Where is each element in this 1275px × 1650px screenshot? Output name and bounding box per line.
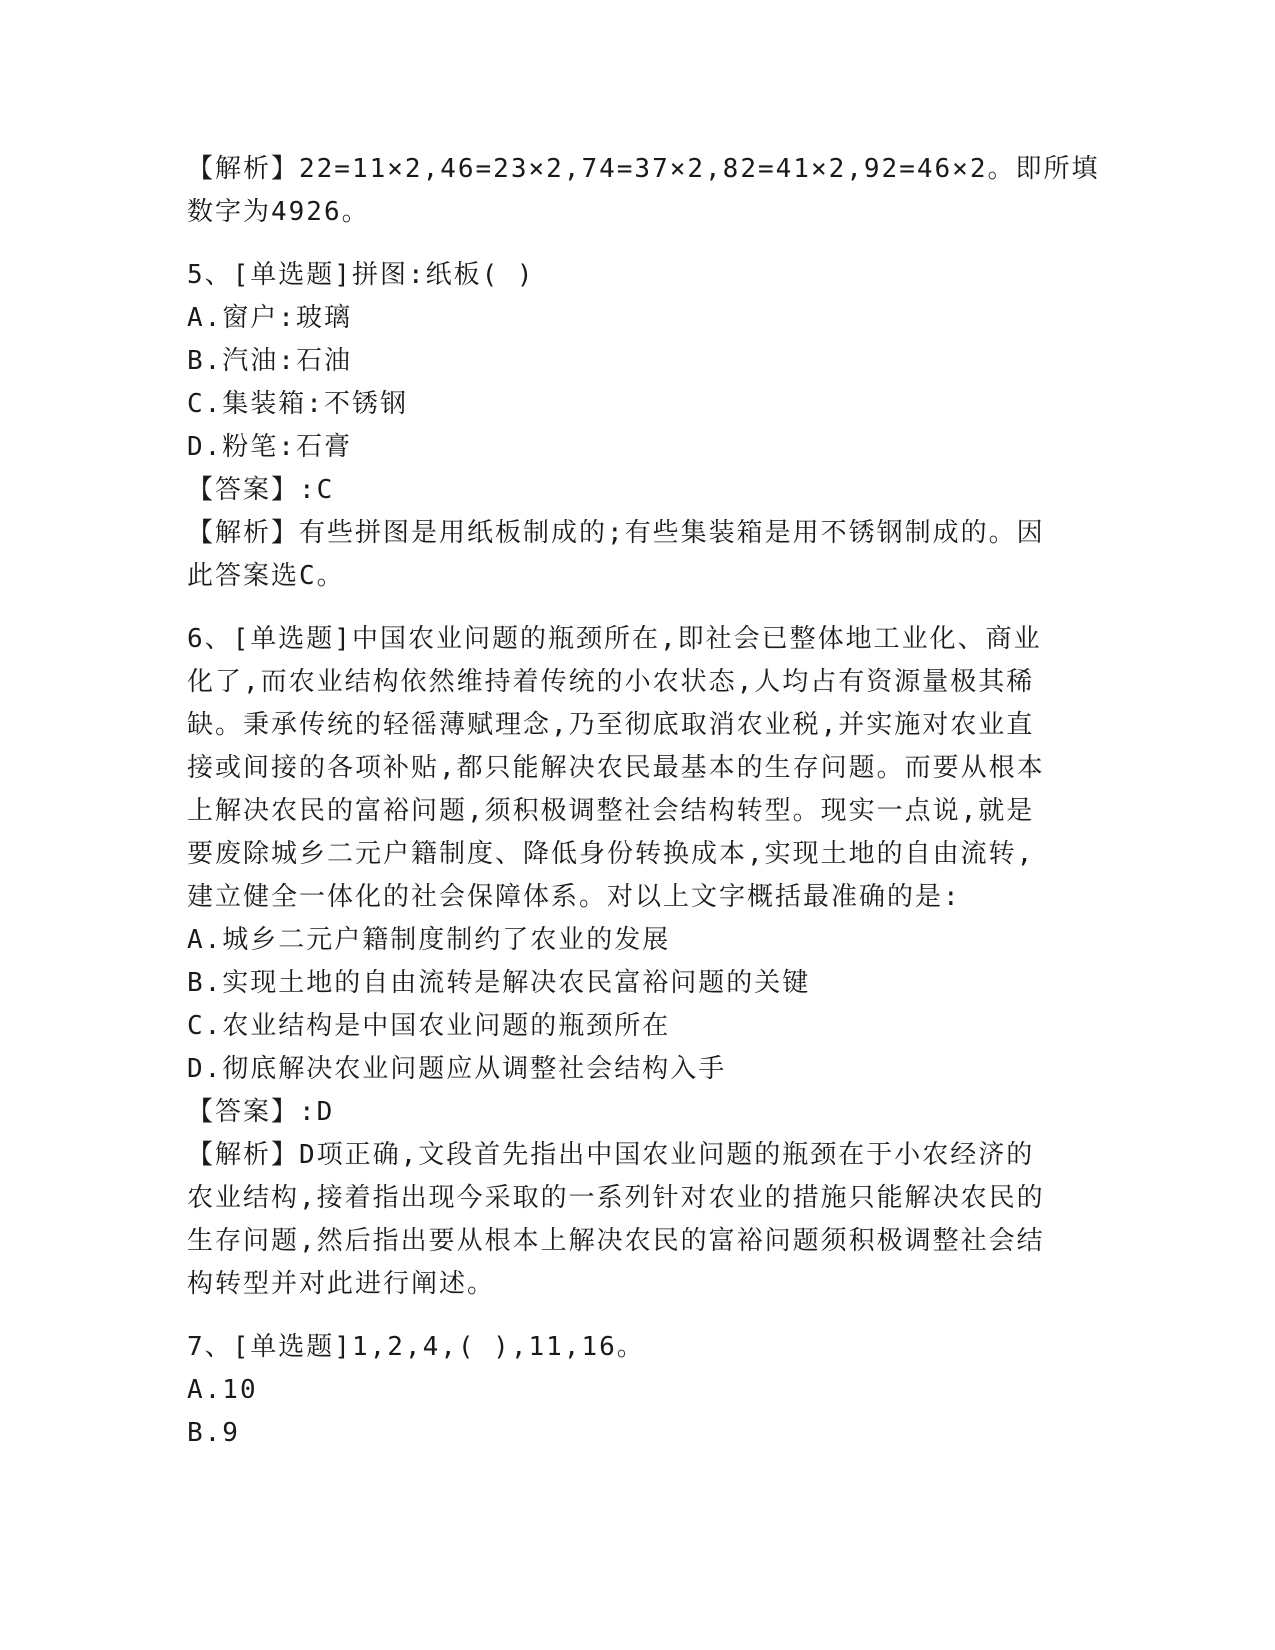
option-d: D.粉笔:石膏 bbox=[187, 432, 352, 462]
question-stem: 建立健全一体化的社会保障体系。对以上文字概括最准确的是: bbox=[187, 882, 961, 912]
explanation-text: 【解析】D项正确,文段首先指出中国农业问题的瓶颈在于小农经济的 bbox=[187, 1140, 1035, 1170]
explanation-block-q4 bbox=[187, 148, 1100, 234]
question-stem: 5、[单选题]拼图:纸板( ) bbox=[187, 260, 535, 290]
option-b: B.汽油:石油 bbox=[187, 346, 352, 376]
question-stem: 缺。秉承传统的轻徭薄赋理念,乃至彻底取消农业税,并实施对农业直 bbox=[187, 710, 1035, 740]
option-a: A.窗户:玻璃 bbox=[187, 303, 352, 333]
option-b: B.9 bbox=[187, 1418, 240, 1448]
explanation-text: 构转型并对此进行阐述。 bbox=[187, 1269, 496, 1299]
question-block-7 bbox=[187, 1326, 1087, 1455]
option-c: C.集装箱:不锈钢 bbox=[187, 389, 408, 419]
explanation-text: 生存问题,然后指出要从根本上解决农民的富裕问题须积极调整社会结 bbox=[187, 1226, 1045, 1256]
explanation-text: 此答案选C。 bbox=[187, 561, 345, 591]
question-stem: 要废除城乡二元户籍制度、降低身份转换成本,实现土地的自由流转, bbox=[187, 839, 1035, 869]
document-page bbox=[187, 148, 1100, 1475]
question-stem: 化了,而农业结构依然维持着传统的小农状态,人均占有资源量极其稀 bbox=[187, 667, 1035, 697]
explanation-text: 农业结构,接着指出现今采取的一系列针对农业的措施只能解决农民的 bbox=[187, 1183, 1045, 1213]
option-b: B.实现土地的自由流转是解决农民富裕问题的关键 bbox=[187, 968, 811, 998]
question-stem: 接或间接的各项补贴,都只能解决农民最基本的生存问题。而要从根本 bbox=[187, 753, 1045, 783]
explanation-text: 数字为4926。 bbox=[187, 197, 370, 227]
question-stem: 上解决农民的富裕问题,须积极调整社会结构转型。现实一点说,就是 bbox=[187, 796, 1035, 826]
option-a: A.10 bbox=[187, 1375, 258, 1405]
question-stem: 6、[单选题]中国农业问题的瓶颈所在,即社会已整体地工业化、商业 bbox=[187, 624, 1042, 654]
option-c: C.农业结构是中国农业问题的瓶颈所在 bbox=[187, 1011, 671, 1041]
question-stem: 7、[单选题]1,2,4,( ),11,16。 bbox=[187, 1332, 645, 1362]
explanation-text: 【解析】22=11×2,46=23×2,74=37×2,82=41×2,92=46×2。即所填 bbox=[187, 154, 1100, 184]
question-block-5 bbox=[187, 254, 1087, 598]
option-a: A.城乡二元户籍制度制约了农业的发展 bbox=[187, 925, 671, 955]
explanation-text: 【解析】有些拼图是用纸板制成的;有些集装箱是用不锈钢制成的。因 bbox=[187, 518, 1045, 548]
question-block-6 bbox=[187, 618, 1087, 1306]
answer-line: 【答案】:C bbox=[187, 475, 335, 505]
option-d: D.彻底解决农业问题应从调整社会结构入手 bbox=[187, 1054, 727, 1084]
answer-line: 【答案】:D bbox=[187, 1097, 335, 1127]
